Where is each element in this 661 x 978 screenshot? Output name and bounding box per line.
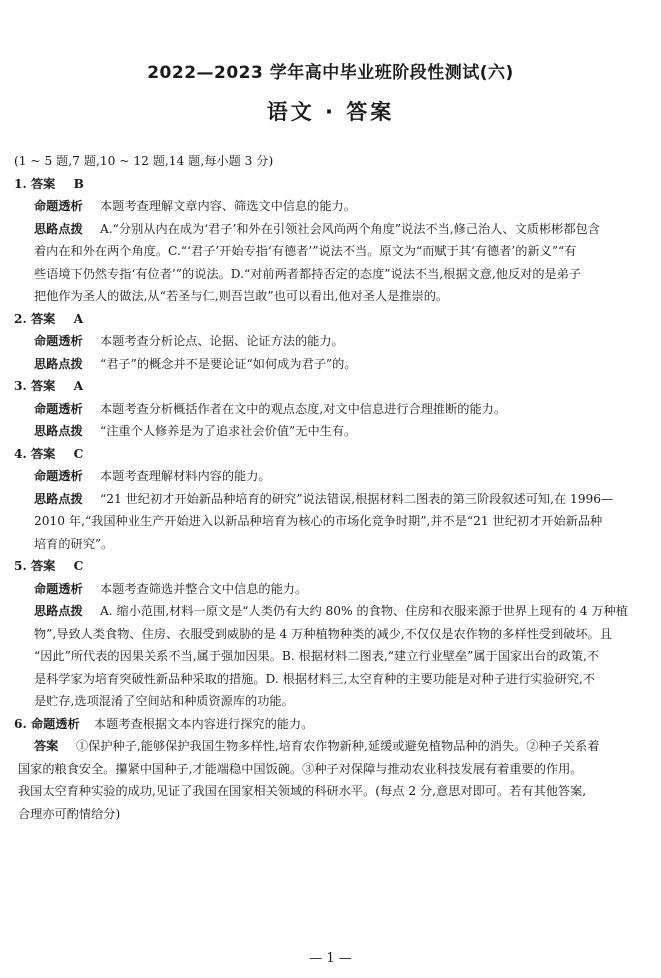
q1-analysis-row — [14, 195, 644, 218]
q6-answer-line-1: ①保护种子,能够保护我国生物多样性,培育农作物新种,延缓或避免植物品种的消失。②种子关系着 — [76, 739, 600, 753]
q2-answer-row — [14, 308, 644, 331]
q3-hint-row — [14, 420, 644, 443]
q5-hint-line-3: “因此”所代表的因果关系不当,属于强加因果。B. 根据材料二图表,“建立行业壁垒”属于国家出台的政策,不 — [34, 649, 600, 663]
q4-answer-row — [14, 443, 644, 466]
q3-answer-value: A — [73, 379, 84, 393]
page-number: — 1 — — [309, 951, 352, 966]
q1-answer-label: 答案 — [30, 176, 56, 191]
q5-hint-line-2: 物”,导致人类食物、住房、衣服受到威胁的是 4 万种植物种类的减少,不仅仅是农作物的多样性受到破坏。且 — [34, 626, 612, 641]
q6-answer-row — [14, 735, 644, 758]
q3-answer-label: 答案 — [30, 379, 56, 393]
q6-analysis-label: 命题透析 — [30, 716, 80, 731]
q4-analysis-label: 命题透析 — [34, 469, 83, 483]
page-title: 2022—2023 学年高中毕业班阶段性测试(六) — [147, 63, 514, 83]
q2-answer-value: A — [73, 311, 84, 326]
q4-analysis-text: 本题考查理解材料内容的能力。 — [100, 469, 271, 483]
q6-analysis-text: 本题考查根据文本内容进行探究的能力。 — [93, 716, 314, 731]
q3-answer-row — [14, 375, 644, 398]
q2-analysis-label: 命题透析 — [34, 334, 83, 348]
q5-answer-row — [14, 555, 644, 578]
q2-number: 2. — [14, 311, 27, 326]
q1-hint-line-4: 把他作为圣人的做法,从“若圣与仁,则吾岂敢”也可以看出,他对圣人是推崇的。 — [34, 289, 449, 303]
q4-number: 4. — [14, 446, 27, 461]
q5-analysis-label: 命题透析 — [34, 581, 83, 596]
q3-analysis-text: 本题考查分析概括作者在文中的观点态度,对文中信息进行合理推断的能力。 — [100, 401, 507, 416]
q2-analysis-text: 本题考查分析论点、论据、论证方法的能力。 — [100, 334, 344, 348]
q1-hint-label: 思路点拨 — [34, 221, 83, 236]
score-note: (1 ~ 5 题,7 题,10 ~ 12 题,14 题,每小题 3 分) — [14, 154, 274, 168]
q6-answer-line-4: 合理亦可酌情给分) — [18, 806, 121, 821]
q4-hint-line-2: 2010 年,“我国种业生产开始进入以新品种培育为核心的市场化竞争时期”,并不是“21 世纪初才开始新品种 — [34, 514, 603, 528]
q1-analysis-label: 命题透析 — [34, 199, 83, 213]
q4-hint-row — [14, 488, 644, 511]
q2-hint-text: “君子”的概念并不是要论证“如何成为君子”的。 — [100, 356, 357, 371]
page-subtitle: 语文 · 答案 — [266, 100, 395, 124]
answer-content — [14, 150, 644, 825]
q5-hint-row — [14, 600, 644, 623]
q2-hint-row — [14, 353, 644, 376]
q5-analysis-text: 本题考查筛选并整合文中信息的能力。 — [100, 581, 308, 596]
q6-answer-line-3: 我国太空育种实验的成功,见证了我国在国家相关领域的科研水平。(每点 2 分,意思对即可。若有其他答案, — [18, 784, 587, 798]
q1-hint-line-1: A.“分别从内在成为‘君子’和外在引领社会风尚两个角度”说法不当,修己治人、文质彬彬都包含 — [100, 221, 600, 236]
q6-analysis-row — [14, 713, 644, 736]
q5-hint-line-5: 是贮存,选项混淆了空间站和种质资源库的功能。 — [34, 694, 294, 708]
q2-answer-label: 答案 — [30, 311, 56, 326]
q1-number: 1. — [14, 176, 27, 191]
q6-number: 6. — [14, 716, 27, 731]
q5-answer-value: C — [73, 559, 84, 573]
q4-hint-label: 思路点拨 — [34, 491, 83, 506]
q4-hint-line-1: “21 世纪初才开始新品种培育的研究”说法错误,根据材料二图表的第三阶段叙述可知,在 1996— — [100, 491, 614, 506]
q1-hint-line-3: 些语境下仍然专指‘有位者’”的说法。D.“对前两者都持否定的态度”说法不当,根据文意,他反对的是弟子 — [34, 266, 582, 281]
q6-answer-line-2: 国家的粮食安全。攥紧中国种子,才能端稳中国饭碗。③种子对保障与推动农业科技发展有着重要的作用。 — [18, 761, 583, 776]
q5-number: 5. — [14, 559, 27, 573]
q1-analysis-text: 本题考查理解文章内容、筛选文中信息的能力。 — [100, 199, 356, 213]
q5-hint-label: 思路点拨 — [34, 604, 83, 618]
q5-hint-line-1: A. 缩小范围,材料一原文是“人类仍有大约 80% 的食物、住房和衣服来源于世界上现有的 4 万种植 — [100, 604, 628, 618]
q5-analysis-row — [14, 578, 644, 601]
q5-hint-line-4: 是科学家为培育突破性新品种采取的措施。D. 根据材料三,太空育种的主要功能是对种子进行实验研究,不 — [34, 671, 596, 686]
q4-analysis-row — [14, 465, 644, 488]
q2-hint-label: 思路点拨 — [34, 356, 83, 371]
q3-number: 3. — [14, 379, 27, 393]
q1-hint-row — [14, 218, 644, 241]
q5-answer-label: 答案 — [30, 559, 56, 573]
q1-answer-value: B — [73, 176, 84, 191]
q3-hint-label: 思路点拨 — [34, 424, 83, 438]
q3-analysis-label: 命题透析 — [34, 401, 83, 416]
q6-answer-label: 答案 — [34, 739, 59, 753]
q4-answer-label: 答案 — [30, 446, 56, 461]
q3-analysis-row — [14, 398, 644, 421]
q4-hint-line-3: 培育的研究”。 — [34, 536, 114, 551]
q1-hint-line-2: 着内在和外在两个角度。C.“‘君子’开始专指‘有德者’”说法不当。原文为“而赋于其‘有德者’的新义”“有 — [34, 244, 577, 258]
q2-analysis-row — [14, 330, 644, 353]
q3-hint-text: “注重个人修养是为了追求社会价值”无中生有。 — [100, 424, 357, 438]
q4-answer-value: C — [73, 446, 84, 461]
q1-answer-row — [14, 173, 644, 196]
